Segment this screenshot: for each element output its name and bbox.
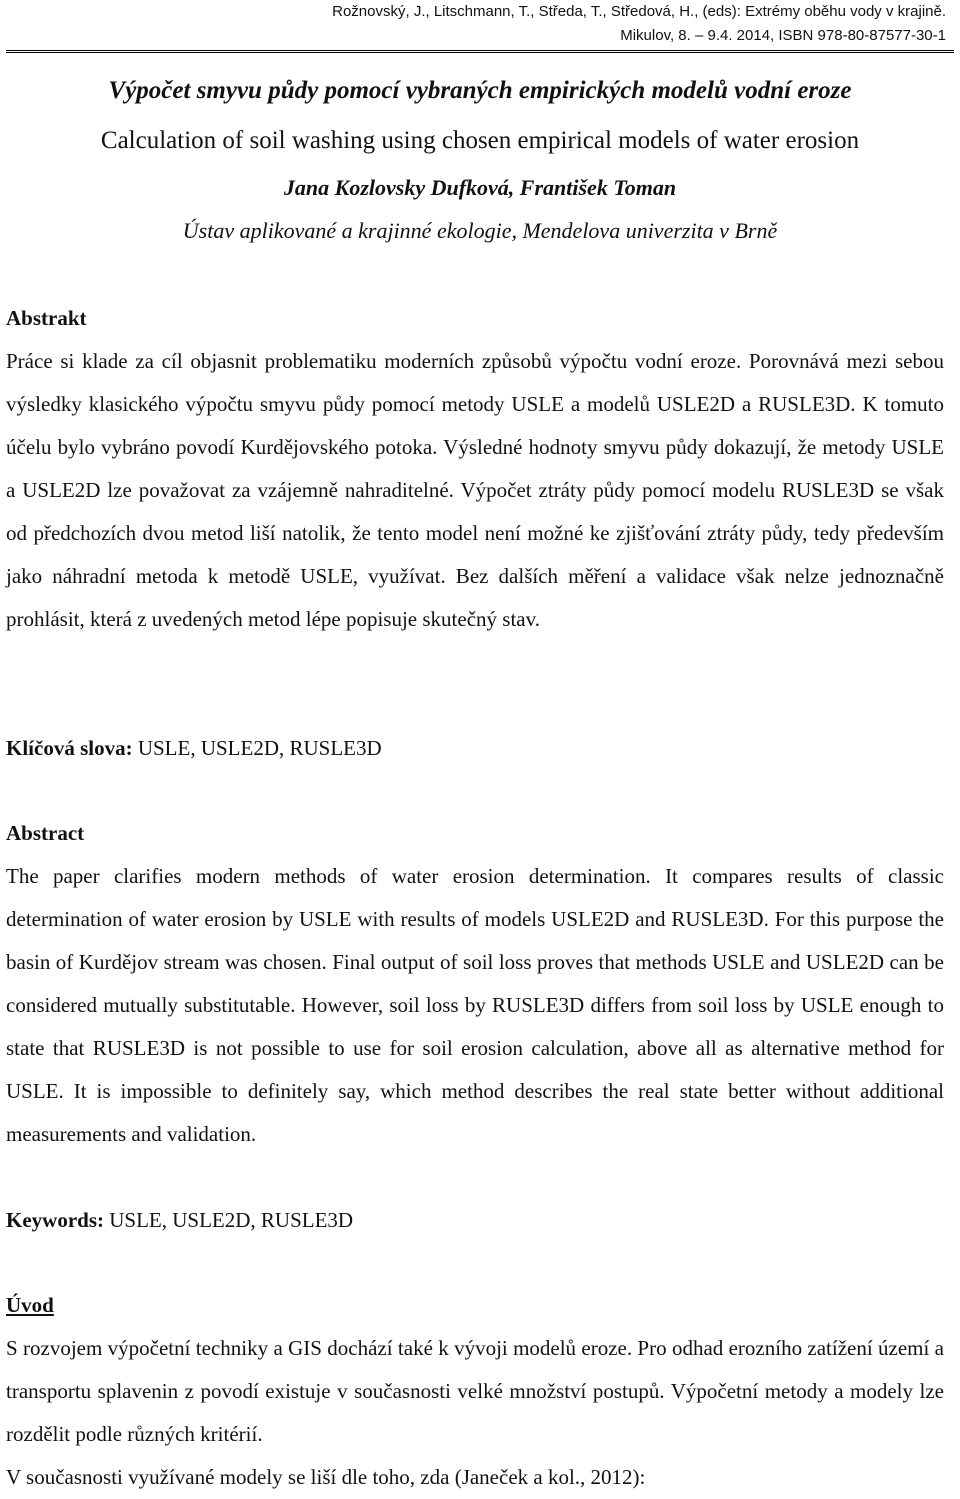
- abstrakt-heading: Abstrakt: [6, 306, 87, 330]
- uvod-paragraph-1: S rozvojem výpočetní techniky a GIS dochází také k vývoji modelů eroze. Pro odhad erozního zatížení území a transportu splavenin z povodí existuje v současnosti velké množství postupů. Výpočetní metody a modely lze rozdělit podle různých kritérií.: [6, 1336, 944, 1446]
- paper-title-english: Calculation of soil washing using chosen empirical models of water erosion: [100, 127, 860, 154]
- header-divider: [6, 50, 954, 53]
- abstrakt-text: Práce si klade za cíl objasnit problematiku moderních způsobů výpočtu vodní eroze. Porovnává mezi sebou výsledky klasického výpočtu smyvu půdy pomocí metody USLE a modelů USLE2D a RUSLE3D. K tomuto účelu bylo vybráno povodí Kurdějovského potoka. Výsledné hodnoty smyvu půdy dokazují, že metody USLE a USLE2D lze považovat za vzájemně nahraditelné. Výpočet ztráty půdy pomocí modelu RUSLE3D se však od předchozích dvou metod liší natolik, že tento model není možné ke zjišťování ztráty půdy, tedy především jako náhradní metoda k metodě USLE, využívat. Bez dalších měření a validace však nelze jednoznačně prohlásit, která z uvedených metod lépe popisuje skutečný stav.: [6, 349, 944, 631]
- abstract-text: The paper clarifies modern methods of water erosion determination. It compares results of classic determination of water erosion by USLE with results of models USLE2D and RUSLE3D. For this purpose the basin of Kurdějov stream was chosen. Final output of soil loss proves that methods USLE and USLE2D can be considered mutually substitutable. However, soil loss by RUSLE3D differs from soil loss by USLE enough to state that RUSLE3D is not possible to use for soil erosion calculation, above all as alternative method for USLE. It is impossible to definitely say, which method describes the real state better without additional measurements and validation.: [6, 864, 944, 1146]
- abstrakt-keywords-label: Klíčová slova:: [6, 736, 133, 760]
- abstract-heading: Abstract: [6, 821, 85, 845]
- header-line-citation: Rožnovský, J., Litschmann, T., Středa, T., Středová, H., (eds): Extrémy oběhu vody v krajině.: [332, 3, 946, 20]
- paper-authors: Jana Kozlovsky Dufková, František Toman: [283, 175, 677, 200]
- paper-title-czech: Výpočet smyvu půdy pomocí vybraných empirických modelů vodní eroze: [108, 77, 852, 104]
- uvod-heading: Úvod: [6, 1293, 54, 1317]
- header-line-isbn: Mikulov, 8. – 9.4. 2014, ISBN 978-80-87577-30-1: [620, 27, 946, 44]
- abstract-keywords-value: USLE, USLE2D, RUSLE3D: [104, 1208, 354, 1232]
- abstrakt-keywords: [6, 727, 944, 770]
- uvod-paragraph-2: V současnosti využívané modely se liší dle toho, zda (Janeček a kol., 2012):: [6, 1465, 646, 1489]
- running-header: [326, 0, 946, 48]
- abstrakt-keywords-value: USLE, USLE2D, RUSLE3D: [132, 736, 382, 760]
- abstract-keywords-label: Keywords:: [6, 1208, 104, 1232]
- author-affiliation: Ústav aplikované a krajinné ekologie, Mendelova univerzita v Brně: [182, 218, 778, 243]
- abstract-keywords: [6, 1199, 944, 1242]
